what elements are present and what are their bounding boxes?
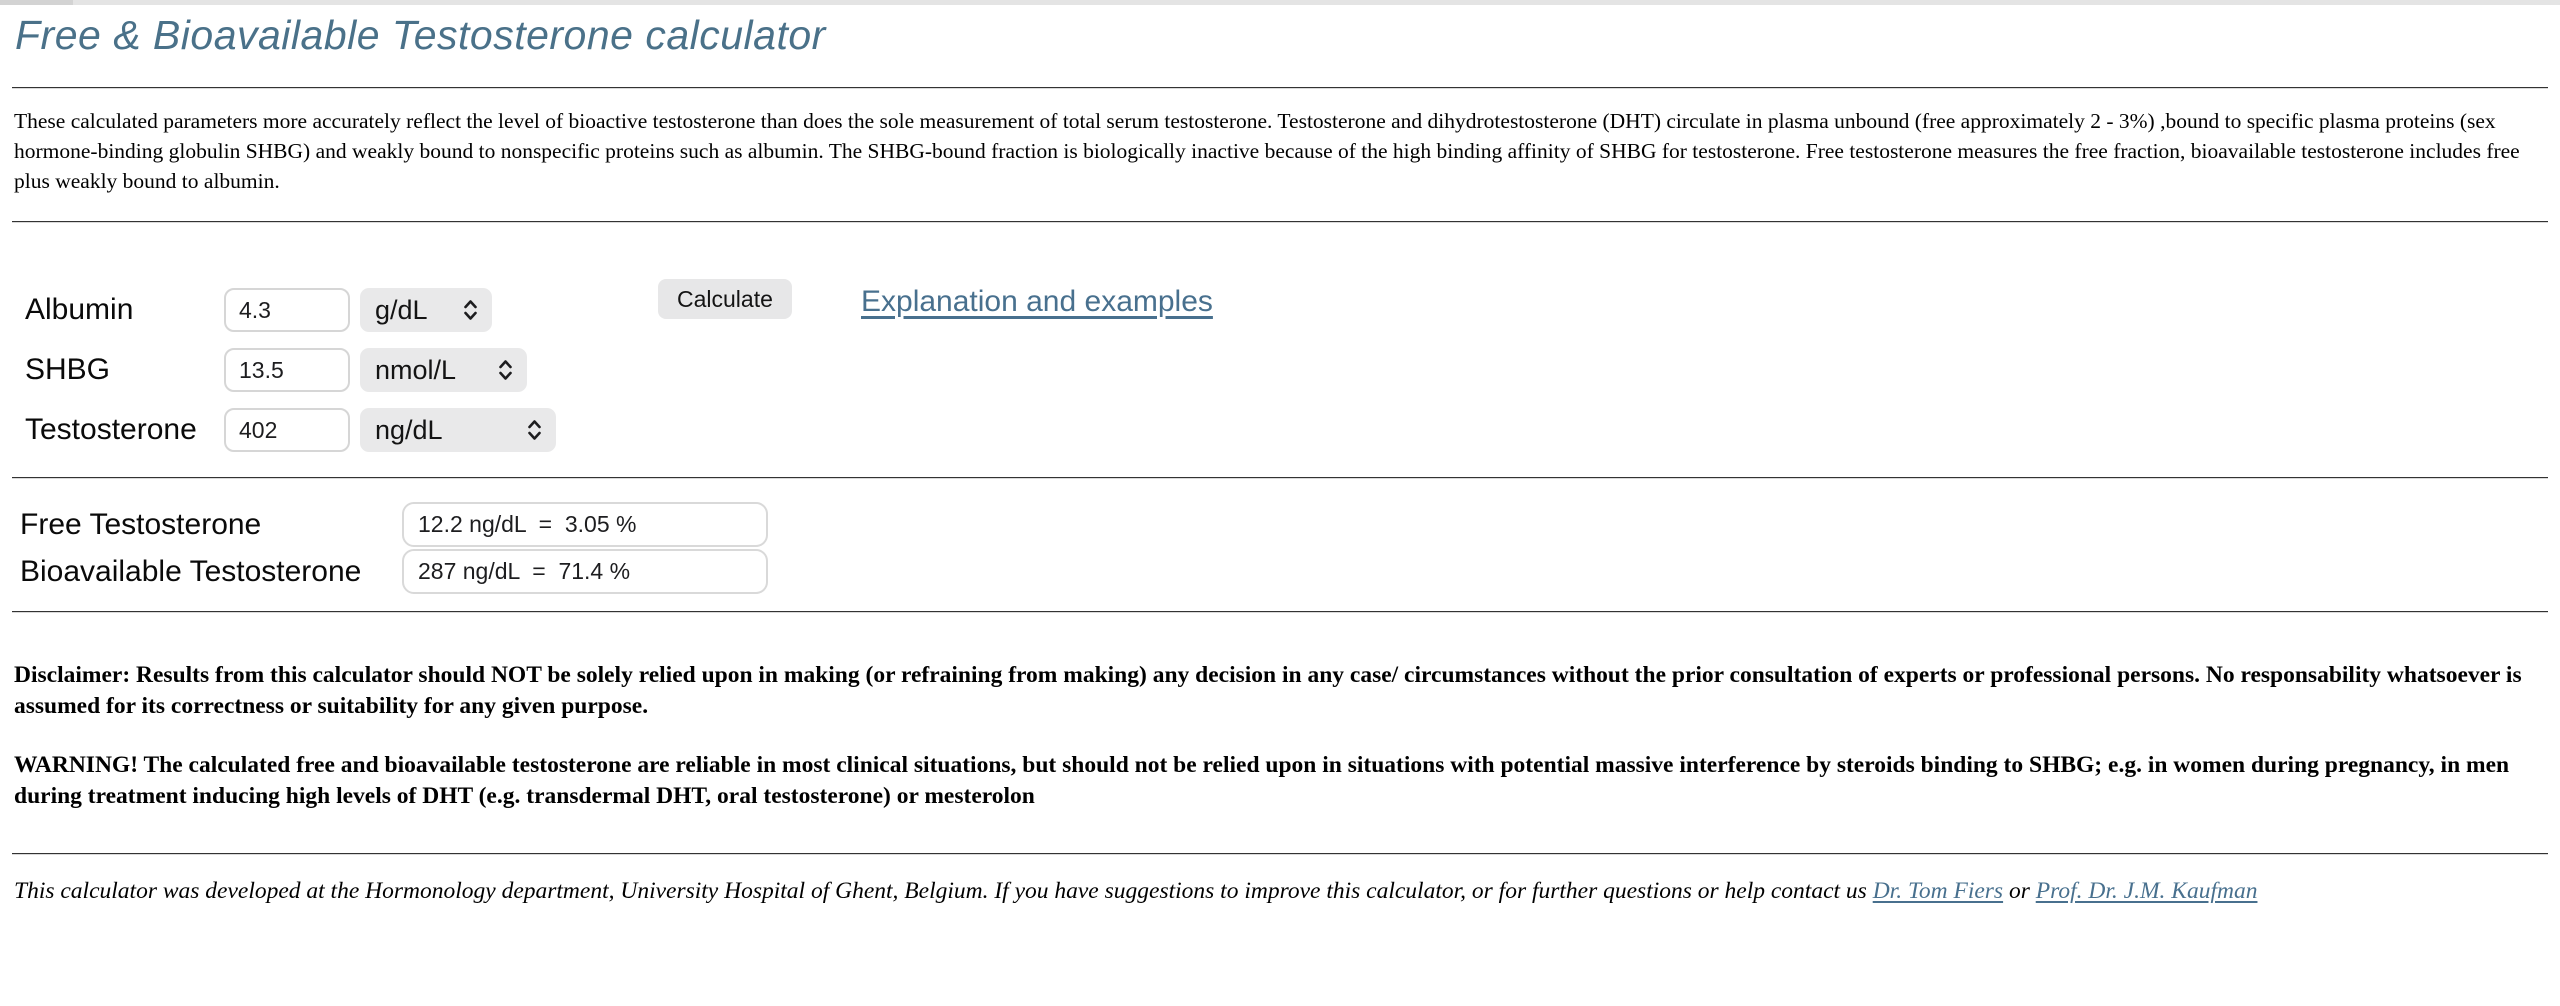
free-testosterone-result-field[interactable] (402, 502, 768, 547)
footer-text: or (2003, 878, 2036, 904)
intro-paragraph: These calculated parameters more accurately reflect the level of bioactive testosterone than does the sole measurement of total serum testosterone. Testosterone and dihydrotestosterone (DHT) circulate in plasma unbound (free approximately 2 - 3%) ,bound to specific plasma proteins (sex hormone-binding globulin SHBG) and weakly bound to nonspecific proteins such as albumin. The SHBG-bound fraction is biologically inactive because of the high binding affinity of SHBG for testosterone. Free testosterone measures the free fraction, bioavailable testosterone includes free plus weakly bound to albumin. (14, 109, 2520, 193)
albumin-unit-value: g/dL (375, 294, 428, 325)
divider (12, 853, 2548, 855)
disclaimer-text: Disclaimer: Results from this calculator should NOT be solely relied upon in making (or refraining from making) any decision in any case/ circumstances without the prior consultation of experts or professional persons. No responsability whatsoever is assumed for its correctness or suitability for any given purpose. (14, 662, 2522, 719)
footer-text: This calculator was developed at the Hormonology department, University Hospital of Ghent, Belgium. If you have suggestions to improve this calculator, or for further questions or help contact us (14, 878, 1873, 904)
explanation-link[interactable]: Explanation and examples (861, 285, 1213, 318)
chevron-updown-icon (497, 357, 514, 383)
free-testosterone-value: 12.2 ng/dL = 3.05 % (418, 511, 637, 537)
page-title: Free & Bioavailable Testosterone calculator (15, 12, 826, 58)
free-testosterone-label: Free Testosterone (20, 508, 262, 541)
bioavailable-testosterone-value: 287 ng/dL = 71.4 % (418, 558, 631, 584)
shbg-input[interactable] (224, 348, 350, 392)
contact-link-jm-kaufman[interactable]: Prof. Dr. J.M. Kaufman (2035, 878, 2258, 904)
testosterone-input[interactable] (224, 408, 350, 452)
shbg-unit-value: nmol/L (375, 354, 457, 385)
divider (12, 221, 2548, 223)
testosterone-label: Testosterone (25, 413, 197, 446)
divider (12, 477, 2548, 479)
calculate-button[interactable]: Calculate (658, 279, 792, 319)
browser-chrome-edge-segment (0, 0, 73, 5)
warning-text: WARNING! The calculated free and bioavailable testosterone are reliable in most clinical situations, but should not be relied upon in situations with potential massive interference by steroids binding to SHBG; e.g. in women during pregnancy, in men during treatment inducing high levels of DHT (e.g. transdermal DHT, oral testosterone) or mesterolon (14, 752, 2510, 809)
testosterone-unit-select[interactable] (360, 408, 556, 452)
albumin-input[interactable] (224, 288, 350, 332)
browser-chrome-edge (0, 0, 2560, 5)
shbg-label: SHBG (25, 353, 111, 386)
shbg-unit-select[interactable] (360, 348, 527, 392)
bioavailable-testosterone-result-field[interactable] (402, 549, 768, 594)
albumin-unit-select[interactable] (360, 288, 492, 332)
albumin-label: Albumin (25, 293, 134, 326)
chevron-updown-icon (462, 297, 479, 323)
divider (12, 611, 2548, 613)
bioavailable-testosterone-label: Bioavailable Testosterone (20, 555, 362, 588)
divider (12, 87, 2548, 89)
testosterone-unit-value: ng/dL (375, 414, 443, 445)
chevron-updown-icon (526, 417, 543, 443)
footer-credit (14, 876, 2548, 906)
contact-link-tom-fiers[interactable]: Dr. Tom Fiers (1872, 878, 2004, 904)
